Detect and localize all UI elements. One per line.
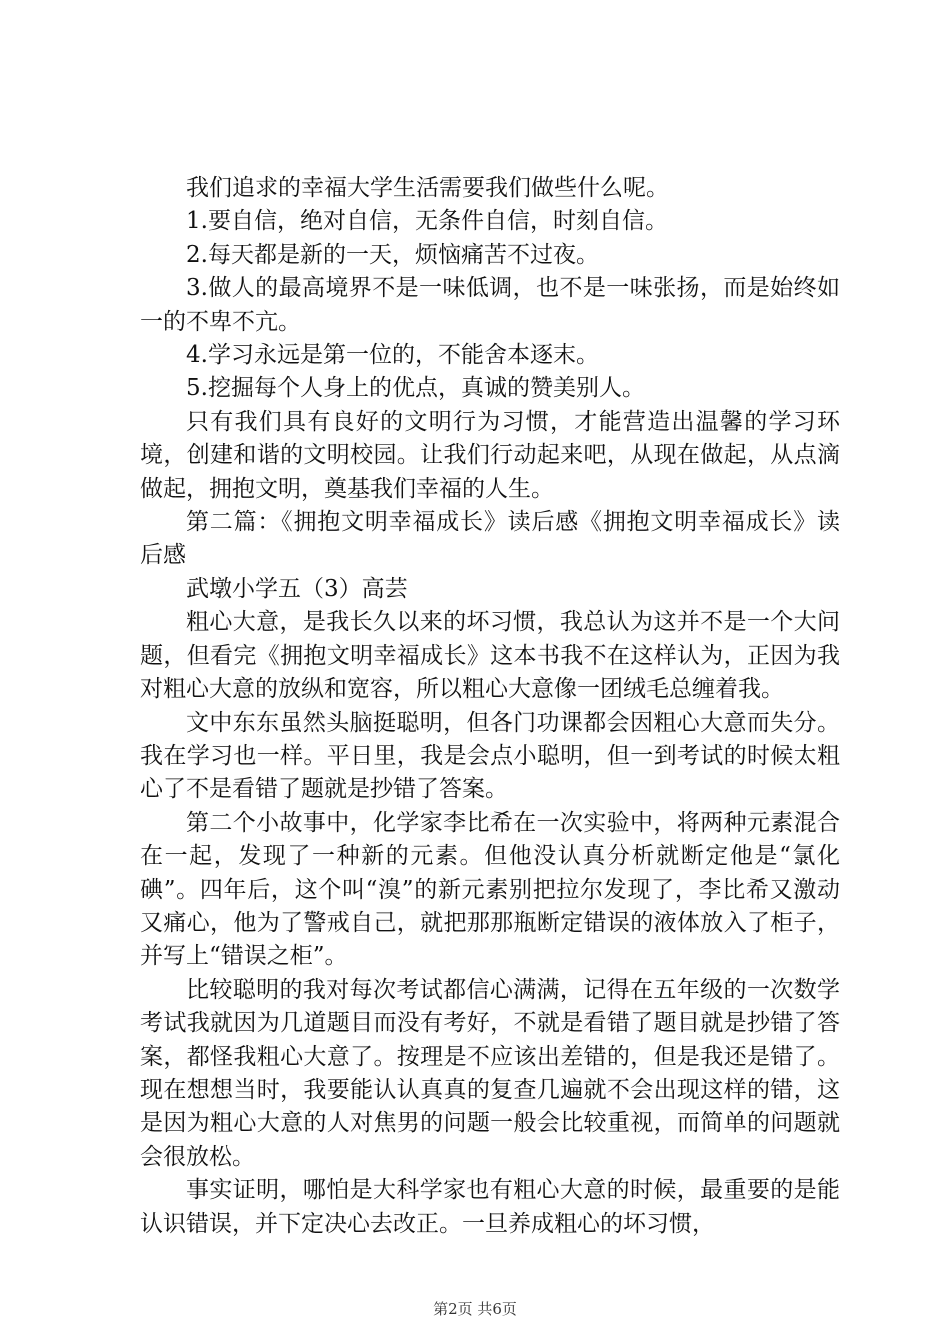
section-title: 第二篇：《拥抱文明幸福成长》读后感《拥抱文明幸福成长》读后感 (140, 509, 840, 569)
paragraph: 文中东东虽然头脑挺聪明，但各门功课都会因粗心大意而失分。我在学习也一样。平日里，我是会点小聪明，但一到考试的时候太粗心了不是看错了题就是抄错了答案。 (140, 709, 840, 803)
paragraph: 我们追求的幸福大学生活需要我们做些什么呢。 (186, 175, 669, 201)
paragraph: 比较聪明的我对每次考试都信心满满，记得在五年级的一次数学考试我就因为几道题目而没有考好，不就是看错了题目就是抄错了答案，都怪我粗心大意了。按理是不应该出差错的，但是我还是错了。现在想想当时，我要能认认真真的复查几遍就不会出现这样的错，这是因为粗心大意的人对焦男的问题一般会比较重视，而简单的问题就会很放松。 (140, 976, 840, 1170)
paragraph: 粗心大意，是我长久以来的坏习惯，我总认为这并不是一个大问题，但看完《拥抱文明幸福成长》这本书我不在这样认为，正因为我对粗心大意的放纵和宽容，所以粗心大意像一团绒毛总缠着我。 (140, 609, 840, 703)
list-item: 5.挖掘每个人身上的优点，真诚的赞美别人。 (186, 375, 645, 402)
page-number: 第2页 共6页 (433, 1300, 517, 1318)
list-item: 2.每天都是新的一天，烦恼痛苦不过夜。 (186, 241, 599, 268)
document-body (140, 172, 840, 1241)
author-line: 武墩小学五（3）高芸 (186, 575, 408, 602)
list-item: 3.做人的最高境界不是一味低调，也不是一味张扬，而是始终如一的不卑不亢。 (140, 275, 840, 335)
paragraph: 只有我们具有良好的文明行为习惯，才能营造出温馨的学习环境，创建和谐的文明校园。让我们行动起来吧，从现在做起，从点滴做起，拥抱文明，奠基我们幸福的人生。 (140, 408, 840, 502)
list-item: 4.学习永远是第一位的，不能舍本逐末。 (186, 342, 599, 369)
list-item: 1.要自信，绝对自信，无条件自信，时刻自信。 (186, 208, 668, 235)
paragraph: 事实证明，哪怕是大科学家也有粗心大意的时候，最重要的是能认识错误，并下定决心去改正。一旦养成粗心的坏习惯， (140, 1177, 840, 1237)
paragraph: 第二个小故事中，化学家李比希在一次实验中，将两种元素混合在一起，发现了一种新的元素。但他没认真分析就断定他是“氯化碘”。四年后，这个叫“溴”的新元素别把拉尔发现了，李比希又激动又痛心，他为了警戒自己，就把那那瓶断定错误的液体放入了柜子，并写上“错误之柜”。 (140, 809, 840, 970)
